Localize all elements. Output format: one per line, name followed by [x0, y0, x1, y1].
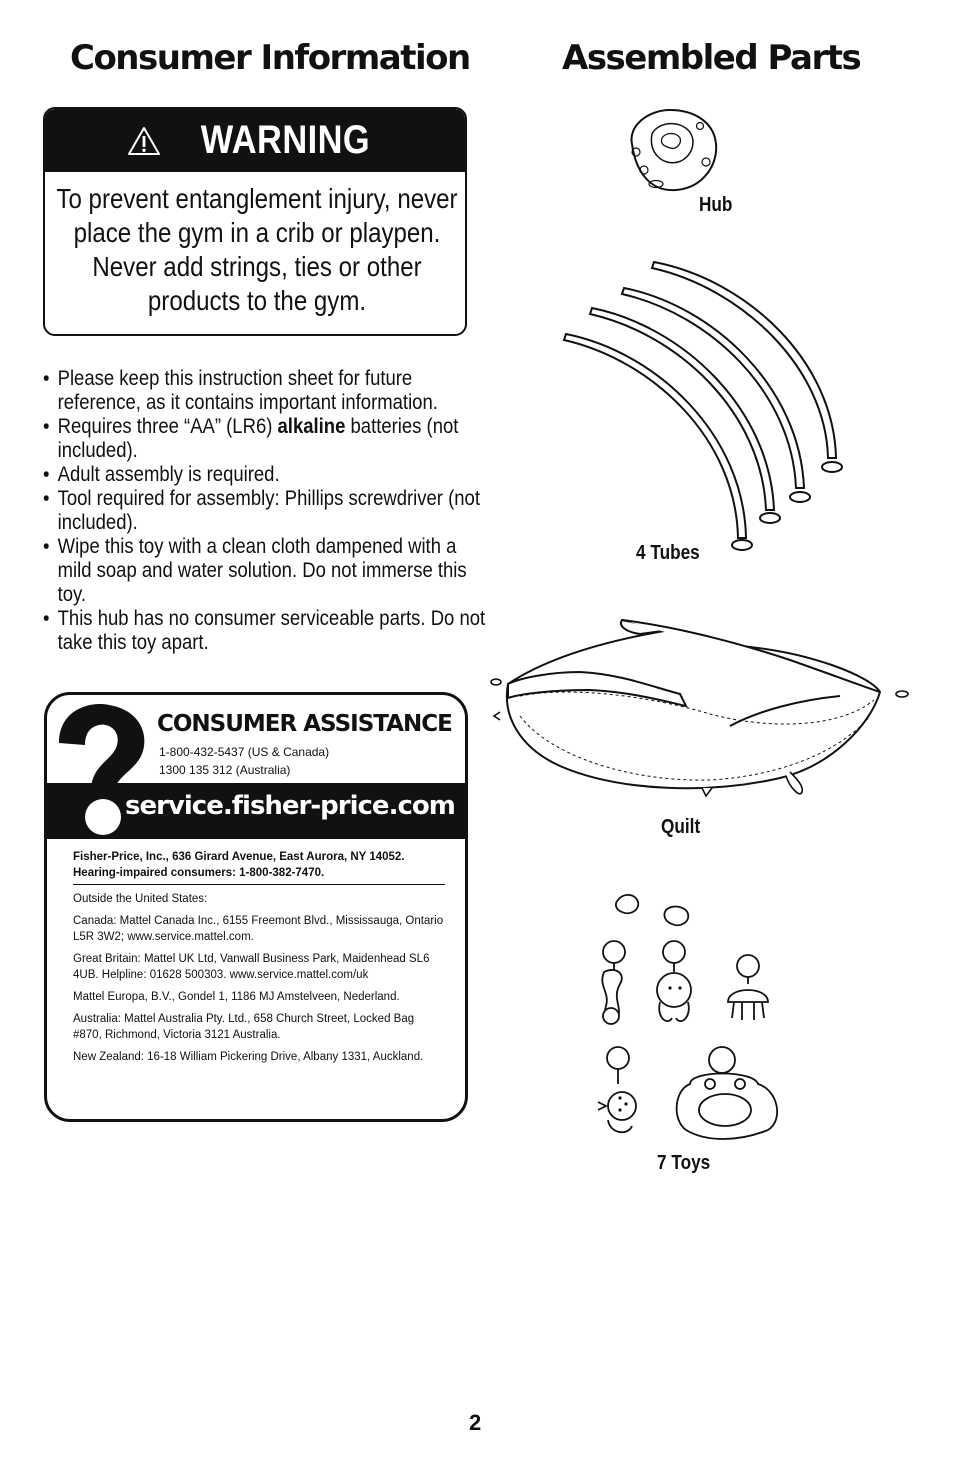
quilt-illustration: [490, 616, 910, 806]
hub-label: Hub: [699, 194, 733, 216]
toys-label: 7 Toys: [657, 1152, 711, 1174]
phone-australia: 1300 135 312 (Australia): [159, 763, 291, 777]
bullet-keep-sheet: • Please keep this instruction sheet for future reference, as it contains important information.: [43, 366, 490, 414]
phone-us-canada: 1-800-432-5437 (US & Canada): [159, 745, 330, 759]
warning-title: WARNING: [200, 118, 370, 162]
quilt-label: Quilt: [661, 816, 701, 838]
consumer-assistance-title: CONSUMER ASSISTANCE: [157, 711, 452, 737]
bullet-no-service-parts: • This hub has no consumer serviceable parts. Do not take this toy apart.: [43, 606, 490, 654]
assembled-parts-heading: Assembled Parts: [562, 38, 861, 78]
warning-header: [45, 109, 465, 172]
bullet-cleaning: • Wipe this toy with a clean cloth dampened with a mild soap and water solution. Do not immerse this toy.: [43, 534, 490, 606]
toys-illustration: [588, 890, 798, 1140]
outside-us-label: Outside the United States:: [73, 893, 208, 905]
question-dot: [85, 799, 121, 835]
contact-details: [73, 849, 445, 1071]
warning-box: [43, 107, 467, 336]
bullet-batteries: [43, 414, 490, 462]
battery-text-post: batteries (not included).: [57, 414, 459, 462]
great-britain-contact: Great Britain: Mattel UK Ltd, Vanwall Business Park, Maidenhead SL6 4UB. Helpline: 01628 500303. www.service.mattel.com/uk: [73, 953, 430, 981]
page-number: 2: [469, 1410, 482, 1435]
warning-text: To prevent entanglement injury, never place the gym in a crib or playpen. Never add strings, ties or other products to the gym.: [56, 183, 458, 316]
hub-illustration: [622, 104, 722, 198]
consumer-information-heading: Consumer Information: [70, 38, 470, 78]
consumer-assistance-box: [44, 692, 468, 1122]
bullet-adult-assembly: • Adult assembly is required.: [43, 462, 490, 486]
warning-triangle-icon: [127, 126, 161, 156]
info-bullet-list: [43, 366, 490, 654]
new-zealand-contact: New Zealand: 16-18 William Pickering Drive, Albany 1331, Auckland.: [73, 1051, 424, 1063]
us-address: Fisher-Price, Inc., 636 Girard Avenue, East Aurora, NY 14052. Hearing-impaired consumers: 1-800-382-7470.: [73, 849, 445, 885]
battery-text-pre: Requires three “AA” (LR6): [57, 414, 278, 438]
australia-contact: Australia: Mattel Australia Pty. Ltd., 658 Church Street, Locked Bag #870, Richmond, Victoria 3121 Australia.: [73, 1013, 415, 1041]
tubes-label: 4 Tubes: [636, 542, 700, 564]
tubes-illustration: [560, 262, 850, 552]
service-url: service.fisher-price.com: [125, 791, 455, 821]
battery-text-bold: alkaline: [277, 414, 346, 438]
bullet-tool-required: • Tool required for assembly: Phillips screwdriver (not included).: [43, 486, 490, 534]
canada-contact: Canada: Mattel Canada Inc., 6155 Freemont Blvd., Mississauga, Ontario L5R 3W2; www.service.mattel.com.: [73, 915, 444, 943]
europe-contact: Mattel Europa, B.V., Gondel 1, 1186 MJ Amstelveen, Nederland.: [73, 991, 400, 1003]
